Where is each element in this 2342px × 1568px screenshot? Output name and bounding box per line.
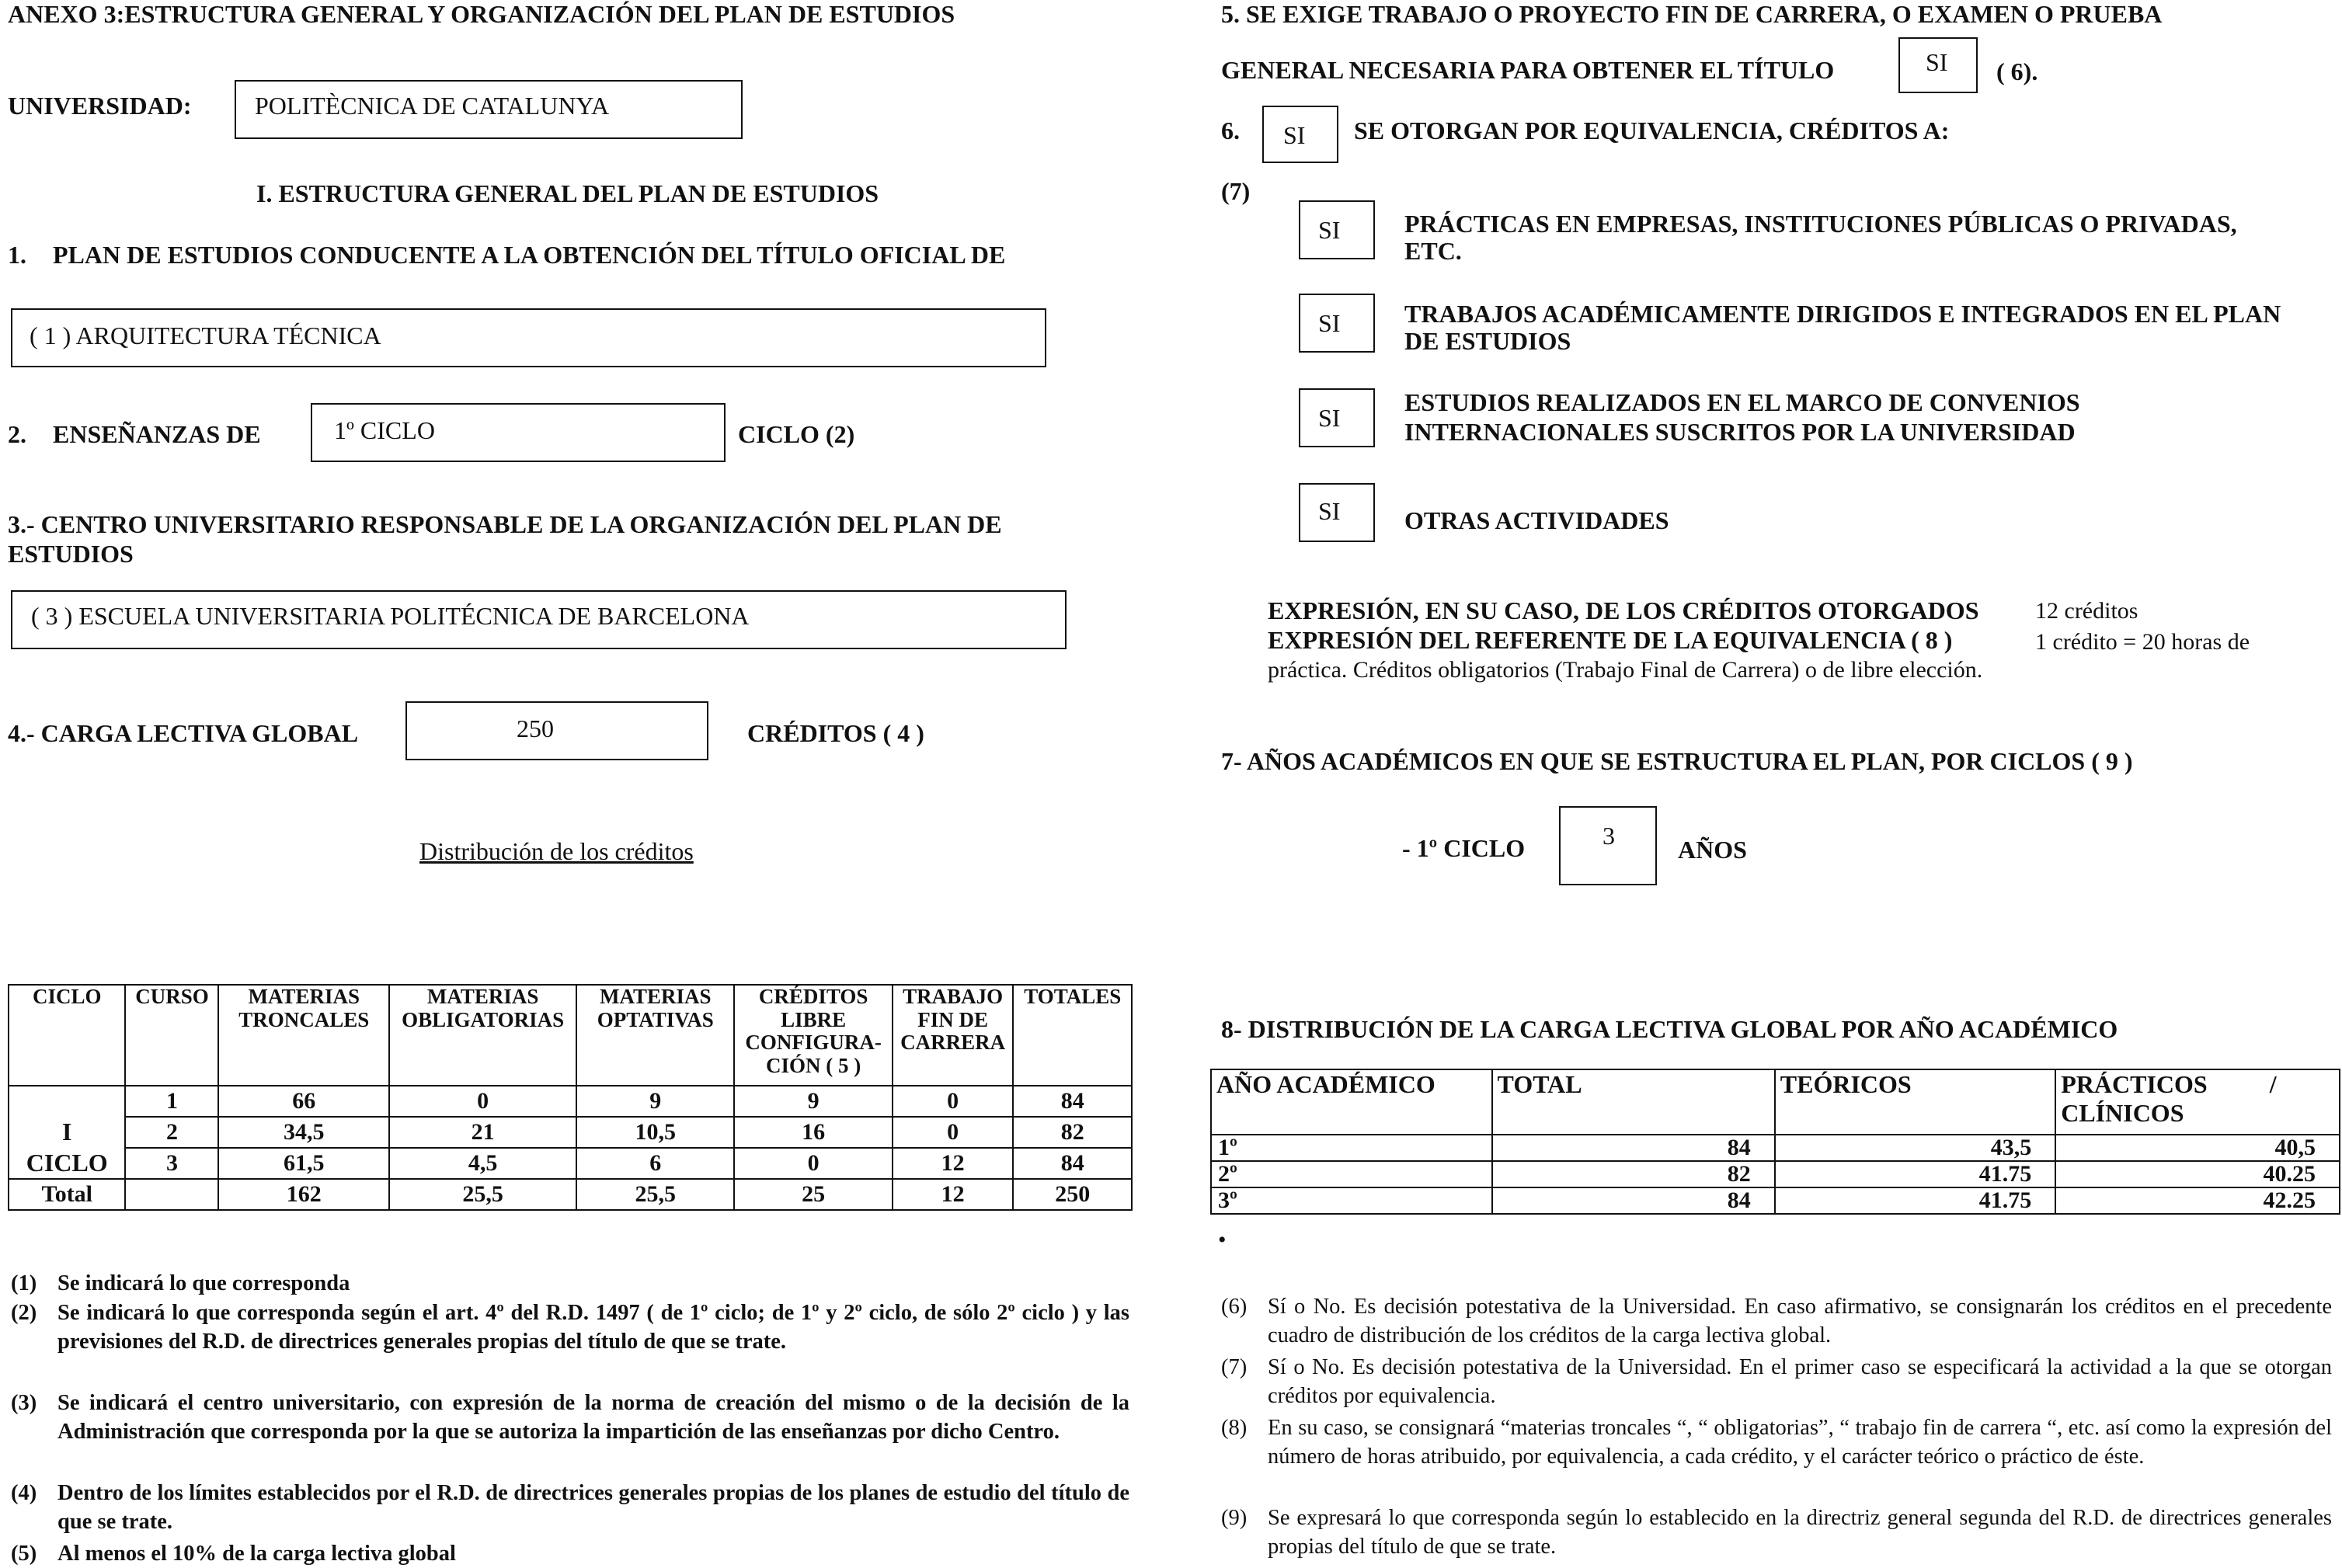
dist-cell: 21 [389, 1117, 576, 1148]
dist-header-row [9, 985, 1132, 1086]
dist-cell [125, 1179, 218, 1210]
dist-cell: 25 [734, 1179, 892, 1210]
equiv-label: INTERNACIONALES SUSCRITOS POR LA UNIVERSIDAD [1404, 418, 2076, 446]
year-header: AÑO ACADÉMICO [1211, 1069, 1492, 1135]
item2-suffix: CICLO (2) [738, 420, 855, 448]
dist-cell: 0 [389, 1086, 576, 1117]
dist-total-row [9, 1179, 1132, 1210]
item5-line2: GENERAL NECESARIA PARA OBTENER EL TÍTULO [1221, 56, 1835, 84]
expr-label-1: EXPRESIÓN, EN SU CASO, DE LOS CRÉDITOS OTORGADOS [1268, 596, 1979, 624]
titulo-value: ( 1 ) ARQUITECTURA TÉCNICA [30, 322, 381, 349]
ciclo-value: 1º CICLO [334, 416, 435, 444]
dist-cell: 84 [1013, 1086, 1132, 1117]
year-cell: 43,5 [1775, 1135, 2055, 1161]
item3-label-line2: ESTUDIOS [8, 540, 134, 568]
carga-value: 250 [517, 714, 554, 742]
year-cell: 1º [1211, 1135, 1492, 1161]
year-cell: 42.25 [2055, 1187, 2340, 1214]
item6-note: (7) [1221, 177, 1251, 205]
dist-row [9, 1117, 1132, 1148]
dist-header: CRÉDITOS LIBRE CONFIGURA- CIÓN ( 5 ) [734, 985, 892, 1086]
year-cell: 82 [1492, 1161, 1775, 1187]
equiv-label: ESTUDIOS REALIZADOS EN EL MARCO DE CONVENIOS [1404, 388, 2080, 416]
footnote-4: (4) Dentro de los límites establecidos por el R.D. de directrices generales propias de los planes de estudio del título de que se trate. [11, 1481, 1129, 1535]
year-cell: 3º [1211, 1187, 1492, 1214]
expr-value-2-continued: práctica. Créditos obligatorios (Trabajo Final de Carrera) o de libre elección. [1268, 657, 1983, 683]
equiv-label: PRÁCTICAS EN EMPRESAS, INSTITUCIONES PÚBLICAS O PRIVADAS, [1404, 210, 2237, 238]
year-cell: 41.75 [1775, 1161, 2055, 1187]
footnote-1: (1) Se indicará lo que corresponda [11, 1271, 350, 1295]
centro-value: ( 3 ) ESCUELA UNIVERSITARIA POLITÉCNICA DE BARCELONA [31, 602, 750, 630]
item2-label: ENSEÑANZAS DE [53, 420, 261, 448]
year-cell: 2º [1211, 1161, 1492, 1187]
item4-label: 4.- CARGA LECTIVA GLOBAL [8, 719, 359, 747]
year-cell: 40.25 [2055, 1161, 2340, 1187]
universidad-label: UNIVERSIDAD: [8, 92, 192, 120]
dist-row [9, 1148, 1132, 1179]
dist-cell: 0 [734, 1148, 892, 1179]
dist-cell: 25,5 [389, 1179, 576, 1210]
year-cell: 40,5 [2055, 1135, 2340, 1161]
item3-label-line1: 3.- CENTRO UNIVERSITARIO RESPONSABLE DE LA ORGANIZACIÓN DEL PLAN DE [8, 510, 1002, 538]
section-title: I. ESTRUCTURA GENERAL DEL PLAN DE ESTUDIOS [256, 179, 879, 207]
dist-cell: 12 [893, 1148, 1014, 1179]
dist-cell: 82 [1013, 1117, 1132, 1148]
expr-value-1: 12 créditos [2035, 598, 2138, 624]
dist-cell: 10,5 [576, 1117, 734, 1148]
year-cell: 41.75 [1775, 1187, 2055, 1214]
dist-cell: 25,5 [576, 1179, 734, 1210]
item2-number: 2. [8, 420, 26, 448]
footnote-3: (3) Se indicará el centro universitario, con expresión de la norma de creación del mismo o de la decisión de la Administración que corresponda por la que se autoriza la impartición de las enseñanzas por dicho Centro. [11, 1391, 1129, 1445]
dist-cell: 84 [1013, 1148, 1132, 1179]
item7-value: 3 [1603, 822, 1615, 850]
dist-cell: 4,5 [389, 1148, 576, 1179]
item4-suffix: CRÉDITOS ( 4 ) [747, 719, 924, 747]
dist-cell: 61,5 [218, 1148, 389, 1179]
equiv-label: OTRAS ACTIVIDADES [1404, 506, 1669, 534]
item7-suffix: AÑOS [1678, 836, 1747, 864]
dist-row [9, 1086, 1132, 1117]
equiv-label: ETC. [1404, 237, 1462, 265]
footnote-8: (8) En su caso, se consignará “materias troncales “, “ obligatorias”, “ trabajo fin de carrera “, etc. así como la expresión del número de horas atribuido, por equivalencia, a cada crédito, y el carácter teórico o práctico de éste. [1221, 1416, 2332, 1469]
item6-value: SI [1283, 121, 1306, 149]
dist-header: CICLO [9, 985, 125, 1086]
equiv-value: SI [1318, 309, 1341, 337]
dist-cell: 9 [576, 1086, 734, 1117]
dist-cell: 9 [734, 1086, 892, 1117]
bullet: • [1218, 1227, 1227, 1253]
dist-cell: 16 [734, 1117, 892, 1148]
item8-label: 8- DISTRIBUCIÓN DE LA CARGA LECTIVA GLOBAL POR AÑO ACADÉMICO [1221, 1015, 2118, 1043]
equiv-value: SI [1318, 497, 1341, 525]
universidad-value: POLITÈCNICA DE CATALUNYA [255, 92, 610, 120]
item5-suffix: ( 6). [1996, 57, 2038, 85]
equiv-value: SI [1318, 404, 1341, 432]
dist-header: MATERIAS TRONCALES [218, 985, 389, 1086]
dist-cell: 162 [218, 1179, 389, 1210]
year-row [1211, 1135, 2340, 1161]
expr-value-2: 1 crédito = 20 horas de [2035, 629, 2250, 655]
item5-value: SI [1926, 48, 1948, 76]
dist-cell: 1 [125, 1086, 218, 1117]
dist-cell: 6 [576, 1148, 734, 1179]
year-row [1211, 1161, 2340, 1187]
dist-header: TOTALES [1013, 985, 1132, 1086]
footnote-6: (6) Sí o No. Es decisión potestativa de la Universidad. En caso afirmativo, se consignarán los créditos en el precedente cuadro de distribución de los créditos de la carga lectiva global. [1221, 1295, 2332, 1348]
ciclo-cell: I CICLO [9, 1086, 125, 1179]
year-header: TOTAL [1492, 1069, 1775, 1135]
dist-total-label: Total [9, 1179, 125, 1210]
dist-header: TRABAJO FIN DE CARRERA [893, 985, 1014, 1086]
footnote-2: (2) Se indicará lo que corresponda según el art. 4º del R.D. 1497 ( de 1º ciclo; de 1º y 2º ciclo, de sólo 2º ciclo ) y las previsiones del R.D. de directrices generales propias del título de que se trate. [11, 1301, 1129, 1354]
equiv-label: TRABAJOS ACADÉMICAMENTE DIRIGIDOS E INTEGRADOS EN EL PLAN [1404, 300, 2281, 328]
year-distribution-table [1210, 1069, 2340, 1215]
footnote-5: (5) Al menos el 10% de la carga lectiva global [11, 1542, 456, 1566]
dist-cell: 12 [893, 1179, 1014, 1210]
item6-number: 6. [1221, 116, 1240, 144]
year-header-row [1211, 1069, 2340, 1135]
expr-label-2: EXPRESIÓN DEL REFERENTE DE LA EQUIVALENCIA ( 8 ) [1268, 626, 1953, 654]
equiv-label: DE ESTUDIOS [1404, 327, 1571, 355]
credit-distribution-table [8, 984, 1133, 1211]
item5-line1: 5. SE EXIGE TRABAJO O PROYECTO FIN DE CARRERA, O EXAMEN O PRUEBA [1221, 0, 2163, 28]
equiv-value: SI [1318, 216, 1341, 244]
dist-cell: 2 [125, 1117, 218, 1148]
dist-cell: 250 [1013, 1179, 1132, 1210]
dist-header: MATERIAS OBLIGATORIAS [389, 985, 576, 1086]
year-cell: 84 [1492, 1187, 1775, 1214]
footnote-7: (7) Sí o No. Es decisión potestativa de la Universidad. En el primer caso se especificará la actividad a la que se otorgan créditos por equivalencia. [1221, 1355, 2332, 1409]
item1-number: 1. [8, 241, 26, 269]
carga-field [405, 701, 708, 760]
dist-header: CURSO [125, 985, 218, 1086]
footnote-9: (9) Se expresará lo que corresponda según lo establecido en la directriz general segunda del R.D. de directrices generales propias del título de que se trate. [1221, 1506, 2332, 1559]
dist-header: MATERIAS OPTATIVAS [576, 985, 734, 1086]
item7-label: 7- AÑOS ACADÉMICOS EN QUE SE ESTRUCTURA EL PLAN, POR CICLOS ( 9 ) [1221, 747, 2133, 775]
item7-ciclo: - 1º CICLO [1402, 834, 1526, 862]
item1-label: PLAN DE ESTUDIOS CONDUCENTE A LA OBTENCIÓN DEL TÍTULO OFICIAL DE [53, 241, 1006, 269]
year-cell: 84 [1492, 1135, 1775, 1161]
dist-cell: 0 [893, 1086, 1014, 1117]
dist-cell: 66 [218, 1086, 389, 1117]
dist-cell: 34,5 [218, 1117, 389, 1148]
dist-cell: 3 [125, 1148, 218, 1179]
item6-label: SE OTORGAN POR EQUIVALENCIA, CRÉDITOS A: [1354, 116, 1950, 144]
year-header: PRÁCTICOS / CLÍNICOS [2055, 1069, 2340, 1135]
dist-cell: 0 [893, 1117, 1014, 1148]
distribution-title: Distribución de los créditos [419, 837, 694, 865]
year-row [1211, 1187, 2340, 1214]
annex-title: ANEXO 3:ESTRUCTURA GENERAL Y ORGANIZACIÓN DEL PLAN DE ESTUDIOS [8, 0, 955, 28]
year-header: TEÓRICOS [1775, 1069, 2055, 1135]
